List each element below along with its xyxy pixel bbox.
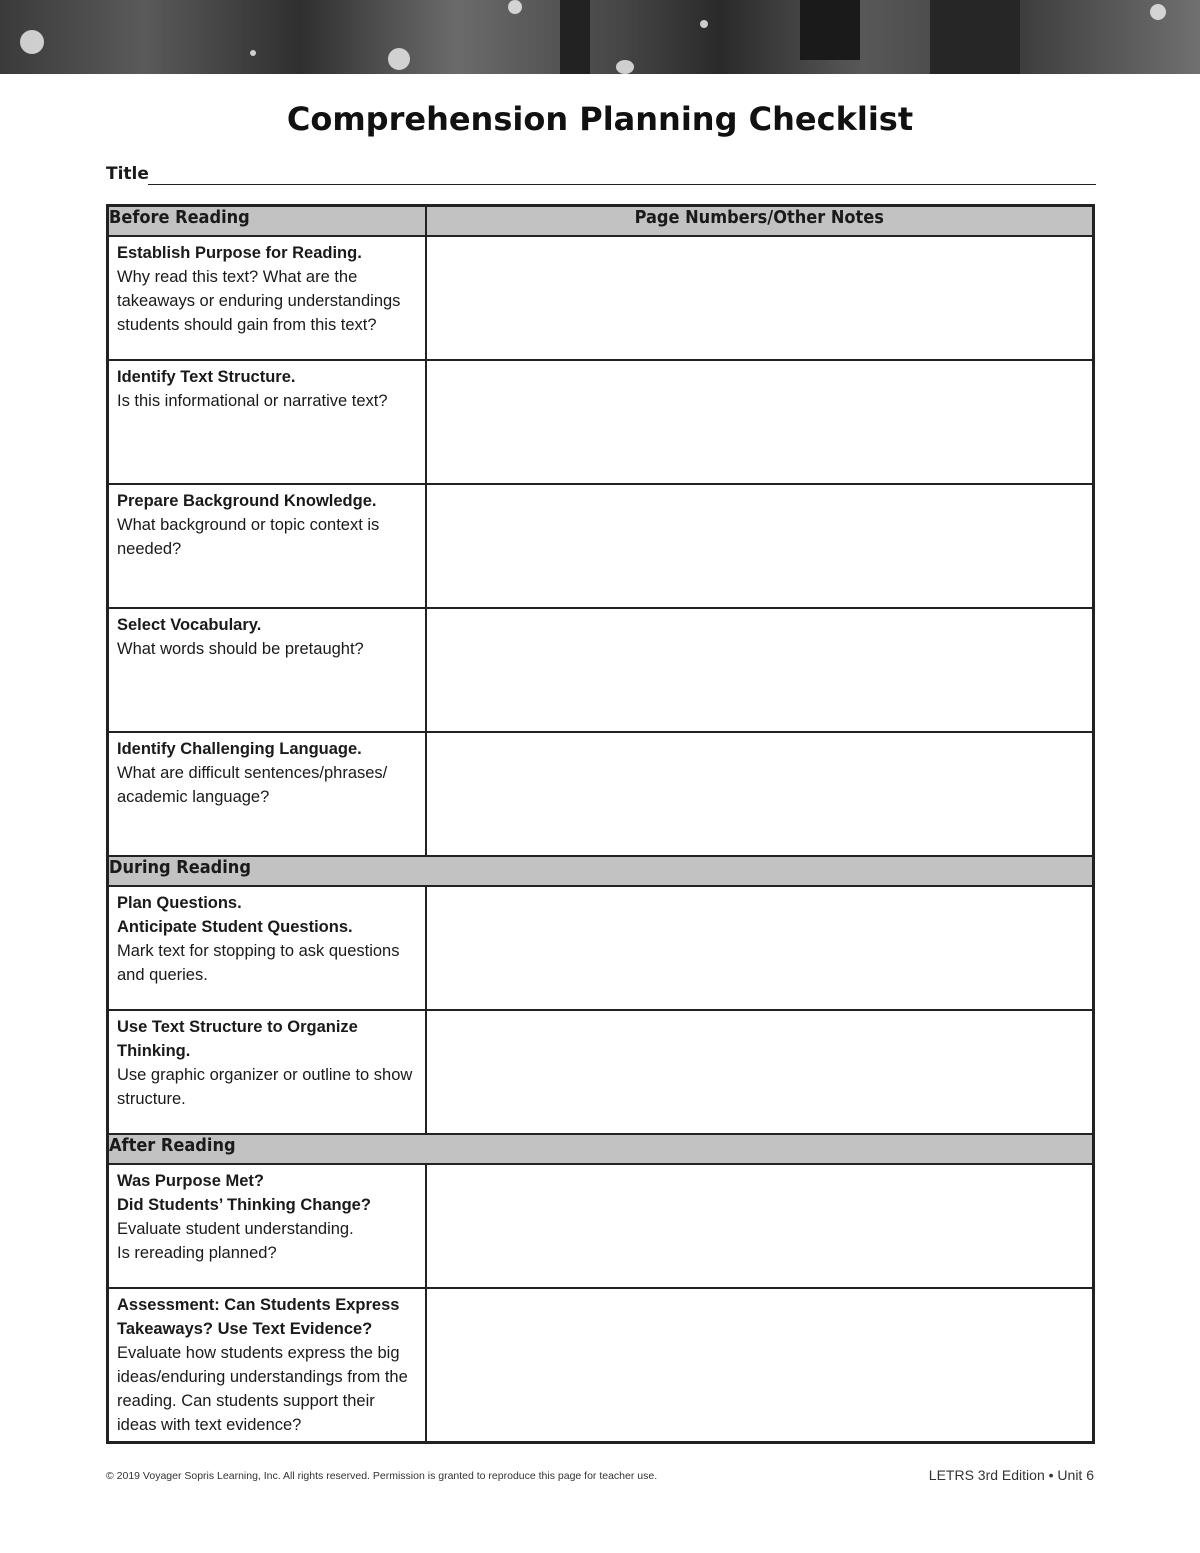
section-during-reading: During Reading (108, 856, 1094, 886)
header-notes: Page Numbers/Other Notes (426, 206, 1094, 237)
table-row (108, 886, 1094, 1010)
notes-cell[interactable] (426, 360, 1094, 484)
row-description: Is this informational or narrative text? (117, 392, 388, 410)
row-heading: Select Vocabulary. (117, 616, 262, 634)
row-heading: Identify Text Structure. (117, 368, 296, 386)
table-row (108, 1288, 1094, 1443)
row-heading: Assessment: Can Students Express Takeaways? Use Text Evidence? (117, 1296, 400, 1338)
copyright-notice: © 2019 Voyager Sopris Learning, Inc. All rights reserved. Permission is granted to reproduce this page for teacher use. (106, 1470, 658, 1482)
row-description: Why read this text? What are the takeaways or enduring understandings students should gain from this text? (117, 268, 401, 334)
page-title: Comprehension Planning Checklist (286, 100, 914, 138)
table-row (108, 236, 1094, 360)
edition-label: LETRS 3rd Edition • Unit 6 (928, 1467, 1094, 1483)
row-description: Evaluate how students express the big ideas/enduring understandings from the reading. Can students support their ideas with text evidence? (117, 1344, 408, 1434)
header-before-reading: Before Reading (108, 206, 426, 237)
notes-cell[interactable] (426, 608, 1094, 732)
notes-cell[interactable] (426, 732, 1094, 856)
row-heading: Use Text Structure to Organize Thinking. (117, 1018, 358, 1060)
table-row (108, 1010, 1094, 1134)
row-description: What background or topic context is needed? (117, 516, 380, 558)
title-field-label: Title (106, 164, 149, 184)
row-heading: Plan Questions. (117, 894, 242, 912)
row-description: Mark text for stopping to ask questions and queries. (117, 942, 400, 984)
notes-cell[interactable] (426, 886, 1094, 1010)
row-heading: Prepare Background Knowledge. (117, 492, 377, 510)
checklist-table (106, 204, 1095, 1444)
table-row (108, 608, 1094, 732)
row-subheading: Did Students’ Thinking Change? (117, 1196, 371, 1214)
row-description: Evaluate student understanding. (117, 1220, 354, 1238)
notes-cell[interactable] (426, 236, 1094, 360)
row-subheading: Anticipate Student Questions. (117, 918, 353, 936)
notes-cell[interactable] (426, 1010, 1094, 1134)
notes-cell[interactable] (426, 1164, 1094, 1288)
row-description: What words should be pretaught? (117, 640, 364, 658)
notes-cell[interactable] (426, 484, 1094, 608)
table-row (108, 360, 1094, 484)
row-description: Use graphic organizer or outline to show structure. (117, 1066, 413, 1108)
table-row (108, 1164, 1094, 1288)
notes-cell[interactable] (426, 1288, 1094, 1443)
row-heading: Was Purpose Met? (117, 1172, 264, 1190)
title-field-underline[interactable] (148, 184, 1096, 185)
decorative-banner (0, 0, 1200, 74)
row-heading: Establish Purpose for Reading. (117, 244, 362, 262)
row-heading: Identify Challenging Language. (117, 740, 362, 758)
row-description: What are difficult sentences/phrases/ academic language? (117, 764, 388, 806)
title-field[interactable] (106, 164, 1096, 186)
section-after-reading: After Reading (108, 1134, 1094, 1164)
table-row (108, 732, 1094, 856)
row-description-2: Is rereading planned? (117, 1244, 277, 1262)
table-row (108, 484, 1094, 608)
